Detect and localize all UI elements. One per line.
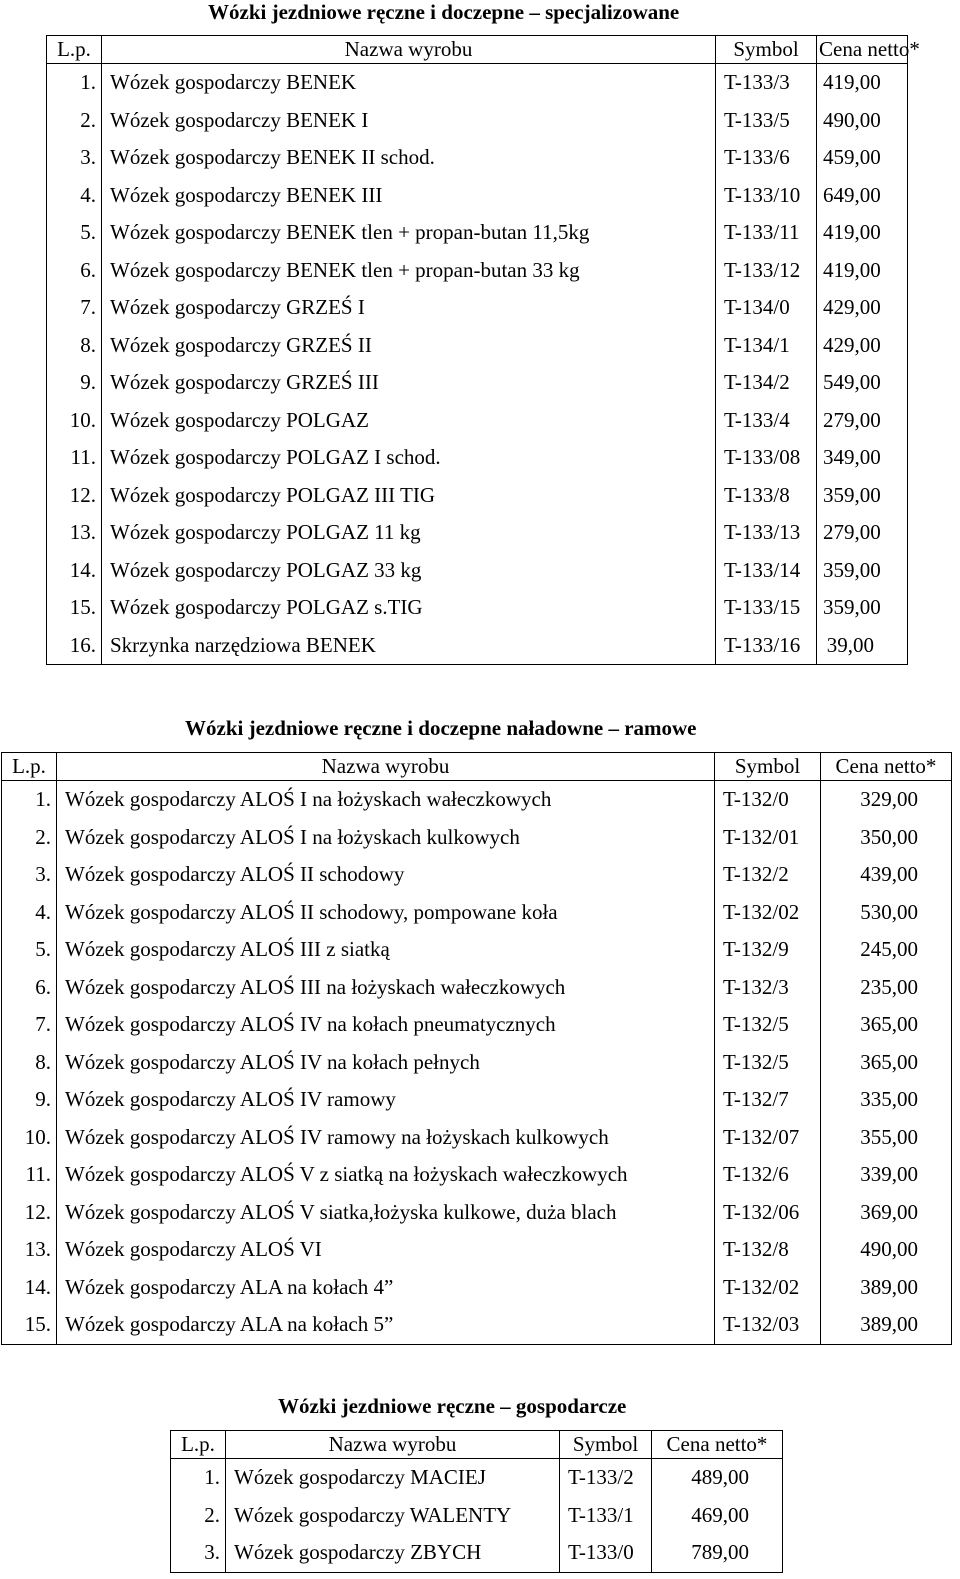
net-price: 489,00 (652, 1459, 783, 1497)
table-row (2, 1081, 952, 1119)
product-symbol: T-133/4 (716, 402, 817, 440)
table-row (47, 439, 908, 477)
row-number: 14. (2, 1269, 57, 1307)
net-price: 339,00 (821, 1156, 952, 1194)
product-symbol: T-132/9 (715, 931, 821, 969)
net-price: 245,00 (821, 931, 952, 969)
row-number: 5. (47, 214, 102, 252)
net-price: 365,00 (821, 1044, 952, 1082)
table-row (2, 1269, 952, 1307)
net-price: 329,00 (821, 781, 952, 819)
net-price: 359,00 (817, 589, 908, 627)
product-symbol: T-133/1 (560, 1497, 652, 1535)
product-name: Wózek gospodarczy BENEK III (102, 177, 716, 215)
row-number: 15. (47, 589, 102, 627)
product-symbol: T-133/14 (716, 552, 817, 590)
col-header-symbol: Symbol (715, 753, 821, 781)
section-2-title: Wózki jezdniowe ręczne i doczepne naładowne – ramowe (185, 716, 697, 740)
net-price: 389,00 (821, 1306, 952, 1344)
row-number: 2. (47, 102, 102, 140)
table-row (47, 102, 908, 140)
net-price: 349,00 (817, 439, 908, 477)
table-row (47, 364, 908, 402)
table-row (47, 552, 908, 590)
table-row (47, 64, 908, 102)
col-header-name: Nazwa wyrobu (226, 1431, 560, 1459)
section-2-rows (2, 781, 952, 1345)
row-number: 11. (47, 439, 102, 477)
table-row (2, 781, 952, 819)
net-price: 549,00 (817, 364, 908, 402)
row-number: 9. (47, 364, 102, 402)
row-number: 3. (47, 139, 102, 177)
net-price: 530,00 (821, 894, 952, 932)
col-header-symbol: Symbol (716, 36, 817, 64)
table-row (171, 1534, 783, 1572)
col-header-price: Cena netto* (652, 1431, 783, 1459)
table-row (47, 627, 908, 665)
table-header-row (47, 36, 908, 64)
product-symbol: T-134/2 (716, 364, 817, 402)
row-number: 8. (2, 1044, 57, 1082)
row-number: 14. (47, 552, 102, 590)
section-1-title: Wózki jezdniowe ręczne i doczepne – specjalizowane (208, 0, 680, 24)
net-price: 369,00 (821, 1194, 952, 1232)
table-row (47, 402, 908, 440)
product-symbol: T-134/1 (716, 327, 817, 365)
product-name: Wózek gospodarczy WALENTY (226, 1497, 560, 1535)
product-symbol: T-133/12 (716, 252, 817, 290)
row-number: 1. (2, 781, 57, 819)
row-number: 5. (2, 931, 57, 969)
net-price: 365,00 (821, 1006, 952, 1044)
section-3-title: Wózki jezdniowe ręczne – gospodarcze (278, 1394, 627, 1418)
net-price: 350,00 (821, 819, 952, 857)
net-price: 279,00 (817, 402, 908, 440)
product-symbol: T-132/7 (715, 1081, 821, 1119)
table-header-row (2, 753, 952, 781)
product-symbol: T-133/16 (716, 627, 817, 665)
row-number: 4. (2, 894, 57, 932)
row-number: 1. (171, 1459, 226, 1497)
col-header-lp: L.p. (2, 753, 57, 781)
product-symbol: T-134/0 (716, 289, 817, 327)
net-price: 419,00 (817, 64, 908, 102)
product-symbol: T-133/5 (716, 102, 817, 140)
product-symbol: T-132/07 (715, 1119, 821, 1157)
product-name: Wózek gospodarczy ALOŚ V z siatką na łożyskach wałeczkowych (57, 1156, 715, 1194)
product-symbol: T-133/13 (716, 514, 817, 552)
product-symbol: T-132/03 (715, 1306, 821, 1344)
row-number: 6. (2, 969, 57, 1007)
net-price: 359,00 (817, 477, 908, 515)
product-symbol: T-132/01 (715, 819, 821, 857)
table-row (47, 252, 908, 290)
net-price: 389,00 (821, 1269, 952, 1307)
net-price: 459,00 (817, 139, 908, 177)
table-row (47, 214, 908, 252)
product-name: Wózek gospodarczy POLGAZ I schod. (102, 439, 716, 477)
net-price: 39,00 (817, 627, 908, 665)
product-name: Wózek gospodarczy BENEK (102, 64, 716, 102)
net-price: 235,00 (821, 969, 952, 1007)
product-name: Wózek gospodarczy ALOŚ II schodowy, pompowane koła (57, 894, 715, 932)
product-symbol: T-133/8 (716, 477, 817, 515)
product-symbol: T-133/2 (560, 1459, 652, 1497)
row-number: 3. (171, 1534, 226, 1572)
row-number: 12. (2, 1194, 57, 1232)
table-row (2, 1044, 952, 1082)
table-row (47, 139, 908, 177)
row-number: 15. (2, 1306, 57, 1344)
product-name: Wózek gospodarczy ALOŚ III na łożyskach wałeczkowych (57, 969, 715, 1007)
row-number: 13. (2, 1231, 57, 1269)
product-name: Wózek gospodarczy BENEK II schod. (102, 139, 716, 177)
section-2-table (1, 752, 952, 1345)
product-symbol: T-133/08 (716, 439, 817, 477)
row-number: 16. (47, 627, 102, 665)
section-1-rows (47, 64, 908, 665)
row-number: 12. (47, 477, 102, 515)
table-row (47, 514, 908, 552)
net-price: 359,00 (817, 552, 908, 590)
section-3-table (170, 1430, 783, 1573)
col-header-price: Cena netto* (817, 36, 908, 64)
table-row (47, 589, 908, 627)
net-price: 649,00 (817, 177, 908, 215)
product-name: Wózek gospodarczy POLGAZ 33 kg (102, 552, 716, 590)
product-name: Wózek gospodarczy ALOŚ IV na kołach pneumatycznych (57, 1006, 715, 1044)
product-symbol: T-133/6 (716, 139, 817, 177)
product-symbol: T-132/5 (715, 1044, 821, 1082)
product-name: Wózek gospodarczy ALOŚ VI (57, 1231, 715, 1269)
table-row (2, 969, 952, 1007)
row-number: 3. (2, 856, 57, 894)
col-header-price: Cena netto* (821, 753, 952, 781)
product-symbol: T-133/10 (716, 177, 817, 215)
product-name: Wózek gospodarczy GRZEŚ II (102, 327, 716, 365)
row-number: 10. (2, 1119, 57, 1157)
product-symbol: T-132/6 (715, 1156, 821, 1194)
product-symbol: T-132/2 (715, 856, 821, 894)
col-header-name: Nazwa wyrobu (102, 36, 716, 64)
table-header-row (171, 1431, 783, 1459)
row-number: 7. (47, 289, 102, 327)
product-symbol: T-133/11 (716, 214, 817, 252)
product-name: Wózek gospodarczy ALOŚ I na łożyskach kulkowych (57, 819, 715, 857)
table-row (47, 327, 908, 365)
product-name: Wózek gospodarczy MACIEJ (226, 1459, 560, 1497)
table-row (2, 1194, 952, 1232)
product-name: Wózek gospodarczy ALOŚ I na łożyskach wałeczkowych (57, 781, 715, 819)
col-header-symbol: Symbol (560, 1431, 652, 1459)
table-row (2, 1231, 952, 1269)
table-row (2, 1156, 952, 1194)
product-name: Wózek gospodarczy ALOŚ III z siatką (57, 931, 715, 969)
row-number: 2. (171, 1497, 226, 1535)
net-price: 335,00 (821, 1081, 952, 1119)
net-price: 490,00 (817, 102, 908, 140)
product-name: Wózek gospodarczy ALOŚ V siatka,łożyska kulkowe, duża blach (57, 1194, 715, 1232)
product-symbol: T-133/0 (560, 1534, 652, 1572)
product-name: Wózek gospodarczy ZBYCH (226, 1534, 560, 1572)
row-number: 11. (2, 1156, 57, 1194)
net-price: 429,00 (817, 289, 908, 327)
row-number: 2. (2, 819, 57, 857)
section-3-rows (171, 1459, 783, 1573)
product-name: Skrzynka narzędziowa BENEK (102, 627, 716, 665)
col-header-lp: L.p. (171, 1431, 226, 1459)
net-price: 429,00 (817, 327, 908, 365)
row-number: 7. (2, 1006, 57, 1044)
net-price: 439,00 (821, 856, 952, 894)
table-row (2, 931, 952, 969)
section-1-table (46, 35, 920, 665)
product-name: Wózek gospodarczy ALA na kołach 4” (57, 1269, 715, 1307)
row-number: 1. (47, 64, 102, 102)
product-name: Wózek gospodarczy POLGAZ s.TIG (102, 589, 716, 627)
product-name: Wózek gospodarczy POLGAZ III TIG (102, 477, 716, 515)
row-number: 13. (47, 514, 102, 552)
product-name: Wózek gospodarczy GRZEŚ III (102, 364, 716, 402)
net-price: 490,00 (821, 1231, 952, 1269)
product-symbol: T-132/02 (715, 894, 821, 932)
table-row (2, 856, 952, 894)
product-symbol: T-132/02 (715, 1269, 821, 1307)
product-symbol: T-132/5 (715, 1006, 821, 1044)
table-row (2, 819, 952, 857)
table-row (47, 477, 908, 515)
row-number: 4. (47, 177, 102, 215)
product-name: Wózek gospodarczy BENEK tlen + propan-butan 11,5kg (102, 214, 716, 252)
product-name: Wózek gospodarczy ALOŚ IV ramowy (57, 1081, 715, 1119)
net-price: 469,00 (652, 1497, 783, 1535)
product-symbol: T-133/15 (716, 589, 817, 627)
product-name: Wózek gospodarczy POLGAZ (102, 402, 716, 440)
col-header-name: Nazwa wyrobu (57, 753, 715, 781)
net-price: 419,00 (817, 214, 908, 252)
table-row (2, 1306, 952, 1344)
product-name: Wózek gospodarczy BENEK I (102, 102, 716, 140)
table-row (171, 1459, 783, 1497)
col-header-lp: L.p. (47, 36, 102, 64)
row-number: 9. (2, 1081, 57, 1119)
table-row (47, 177, 908, 215)
net-price: 789,00 (652, 1534, 783, 1572)
net-price: 355,00 (821, 1119, 952, 1157)
table-row (2, 1119, 952, 1157)
product-name: Wózek gospodarczy ALOŚ IV na kołach pełnych (57, 1044, 715, 1082)
product-symbol: T-132/06 (715, 1194, 821, 1232)
net-price: 279,00 (817, 514, 908, 552)
table-row (171, 1497, 783, 1535)
product-symbol: T-132/3 (715, 969, 821, 1007)
product-name: Wózek gospodarczy BENEK tlen + propan-butan 33 kg (102, 252, 716, 290)
product-name: Wózek gospodarczy ALOŚ IV ramowy na łożyskach kulkowych (57, 1119, 715, 1157)
table-row (2, 894, 952, 932)
row-number: 10. (47, 402, 102, 440)
product-name: Wózek gospodarczy ALA na kołach 5” (57, 1306, 715, 1344)
product-symbol: T-132/0 (715, 781, 821, 819)
product-name: Wózek gospodarczy ALOŚ II schodowy (57, 856, 715, 894)
product-name: Wózek gospodarczy POLGAZ 11 kg (102, 514, 716, 552)
table-row (47, 289, 908, 327)
product-symbol: T-133/3 (716, 64, 817, 102)
table-row (2, 1006, 952, 1044)
product-symbol: T-132/8 (715, 1231, 821, 1269)
net-price: 419,00 (817, 252, 908, 290)
row-number: 6. (47, 252, 102, 290)
product-name: Wózek gospodarczy GRZEŚ I (102, 289, 716, 327)
row-number: 8. (47, 327, 102, 365)
